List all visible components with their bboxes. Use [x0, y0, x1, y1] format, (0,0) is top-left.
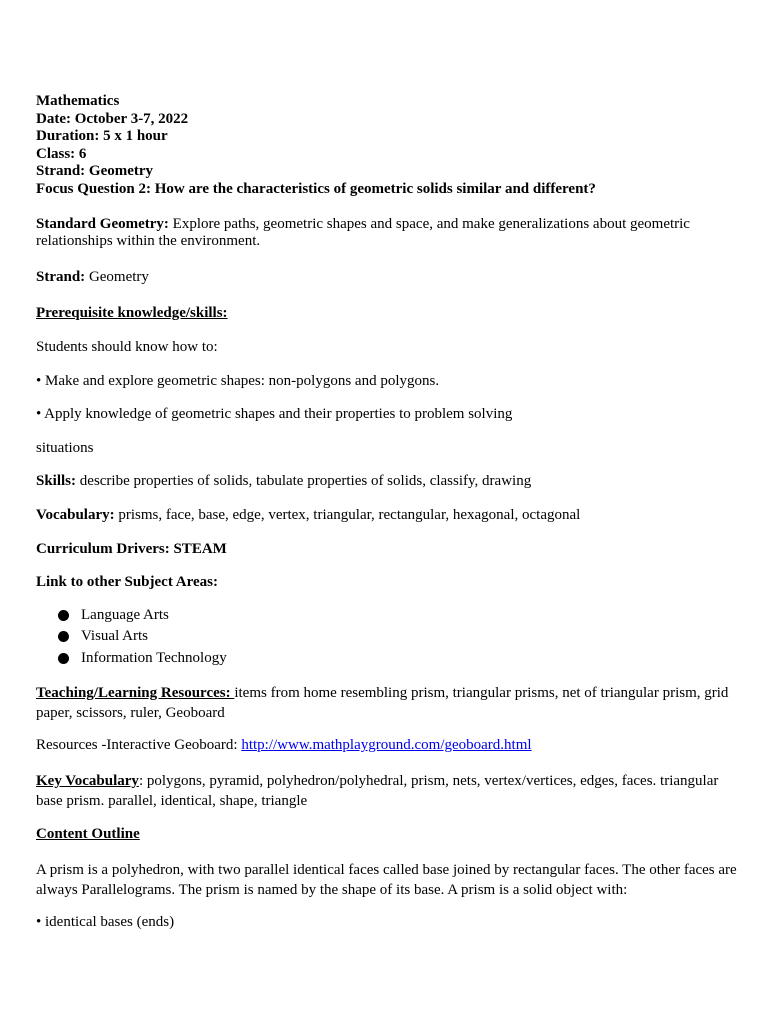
interactive-resources-paragraph [36, 737, 738, 755]
list-item [58, 626, 738, 648]
list-item [58, 648, 738, 670]
strand-label: Strand: [36, 268, 86, 285]
duration-line: Duration: 5 x 1 hour [36, 128, 168, 145]
resources-label: Teaching/Learning Resources: [36, 685, 235, 702]
prerequisite-intro: Students should know how to: [36, 338, 218, 355]
list-item [58, 605, 738, 627]
prerequisite-item-2-continued: situations [36, 439, 94, 456]
curriculum-drivers: Curriculum Drivers: STEAM [36, 540, 227, 557]
lesson-header [36, 93, 738, 199]
strand-text: Geometry [85, 268, 149, 285]
skills-text: describe properties of solids, tabulate properties of solids, classify, drawing [76, 473, 532, 490]
bullet-dot-icon [58, 653, 69, 664]
vocabulary-text: prisms, face, base, edge, vertex, triangular, rectangular, hexagonal, octagonal [114, 506, 581, 523]
strand-line: Strand: Geometry [36, 163, 154, 180]
resources-paragraph [36, 683, 738, 723]
class-line: Class: 6 [36, 145, 87, 162]
bullet-dot-icon [58, 631, 69, 642]
vocabulary-label: Vocabulary: [36, 506, 115, 523]
resources-text: items from home resembling prism, triangular prisms, net of triangular prism, grid paper, scissors, ruler, Geoboard [36, 685, 729, 722]
prerequisite-item-1: • Make and explore geometric shapes: non-polygons and polygons. [36, 372, 440, 389]
key-vocabulary-label: Key Vocabulary [36, 772, 139, 789]
skills-label: Skills: [36, 473, 77, 490]
standard-label: Standard Geometry: [36, 215, 169, 232]
content-outline-item-1: • identical bases (ends) [36, 914, 175, 931]
prerequisite-item-2: • Apply knowledge of geometric shapes and their properties to problem solving [36, 406, 513, 423]
focus-question-line: Focus Question 2: How are the characteristics of geometric solids similar and different? [36, 180, 596, 197]
key-vocabulary-text: : polygons, pyramid, polyhedron/polyhedral, prism, nets, vertex/vertices, edges, faces. triangular base prism. parallel, identical, shape, triangle [36, 772, 719, 809]
prerequisite-heading: Prerequisite knowledge/skills: [36, 305, 228, 322]
geoboard-link[interactable]: http://www.mathplayground.com/geoboard.html [241, 737, 532, 754]
subject-area-label: Visual Arts [81, 628, 149, 645]
standard-paragraph [36, 216, 738, 251]
bullet-dot-icon [58, 610, 69, 621]
content-outline-heading: Content Outline [36, 825, 140, 842]
subject-area-label: Information Technology [81, 649, 227, 666]
subject-line: Mathematics [36, 93, 120, 109]
date-line: Date: October 3-7, 2022 [36, 110, 189, 127]
vocabulary-paragraph [36, 507, 738, 525]
strand-paragraph [36, 269, 738, 287]
skills-paragraph [36, 473, 738, 491]
standard-text: Explore paths, geometric shapes and space, and make generalizations about geometric relationships within the environment. [36, 215, 690, 250]
content-outline-paragraph: A prism is a polyhedron, with two parallel identical faces called base joined by rectangular faces. The other faces are always Parallelograms. The prism is named by the shape of its base. A prism is a solid object with: [36, 862, 737, 899]
key-vocabulary-paragraph [36, 771, 738, 811]
subject-area-label: Language Arts [81, 606, 169, 623]
link-subject-areas-heading: Link to other Subject Areas: [36, 574, 218, 591]
interactive-resources-label: Resources -Interactive Geoboard: [36, 737, 242, 754]
subject-areas-list [36, 605, 738, 670]
